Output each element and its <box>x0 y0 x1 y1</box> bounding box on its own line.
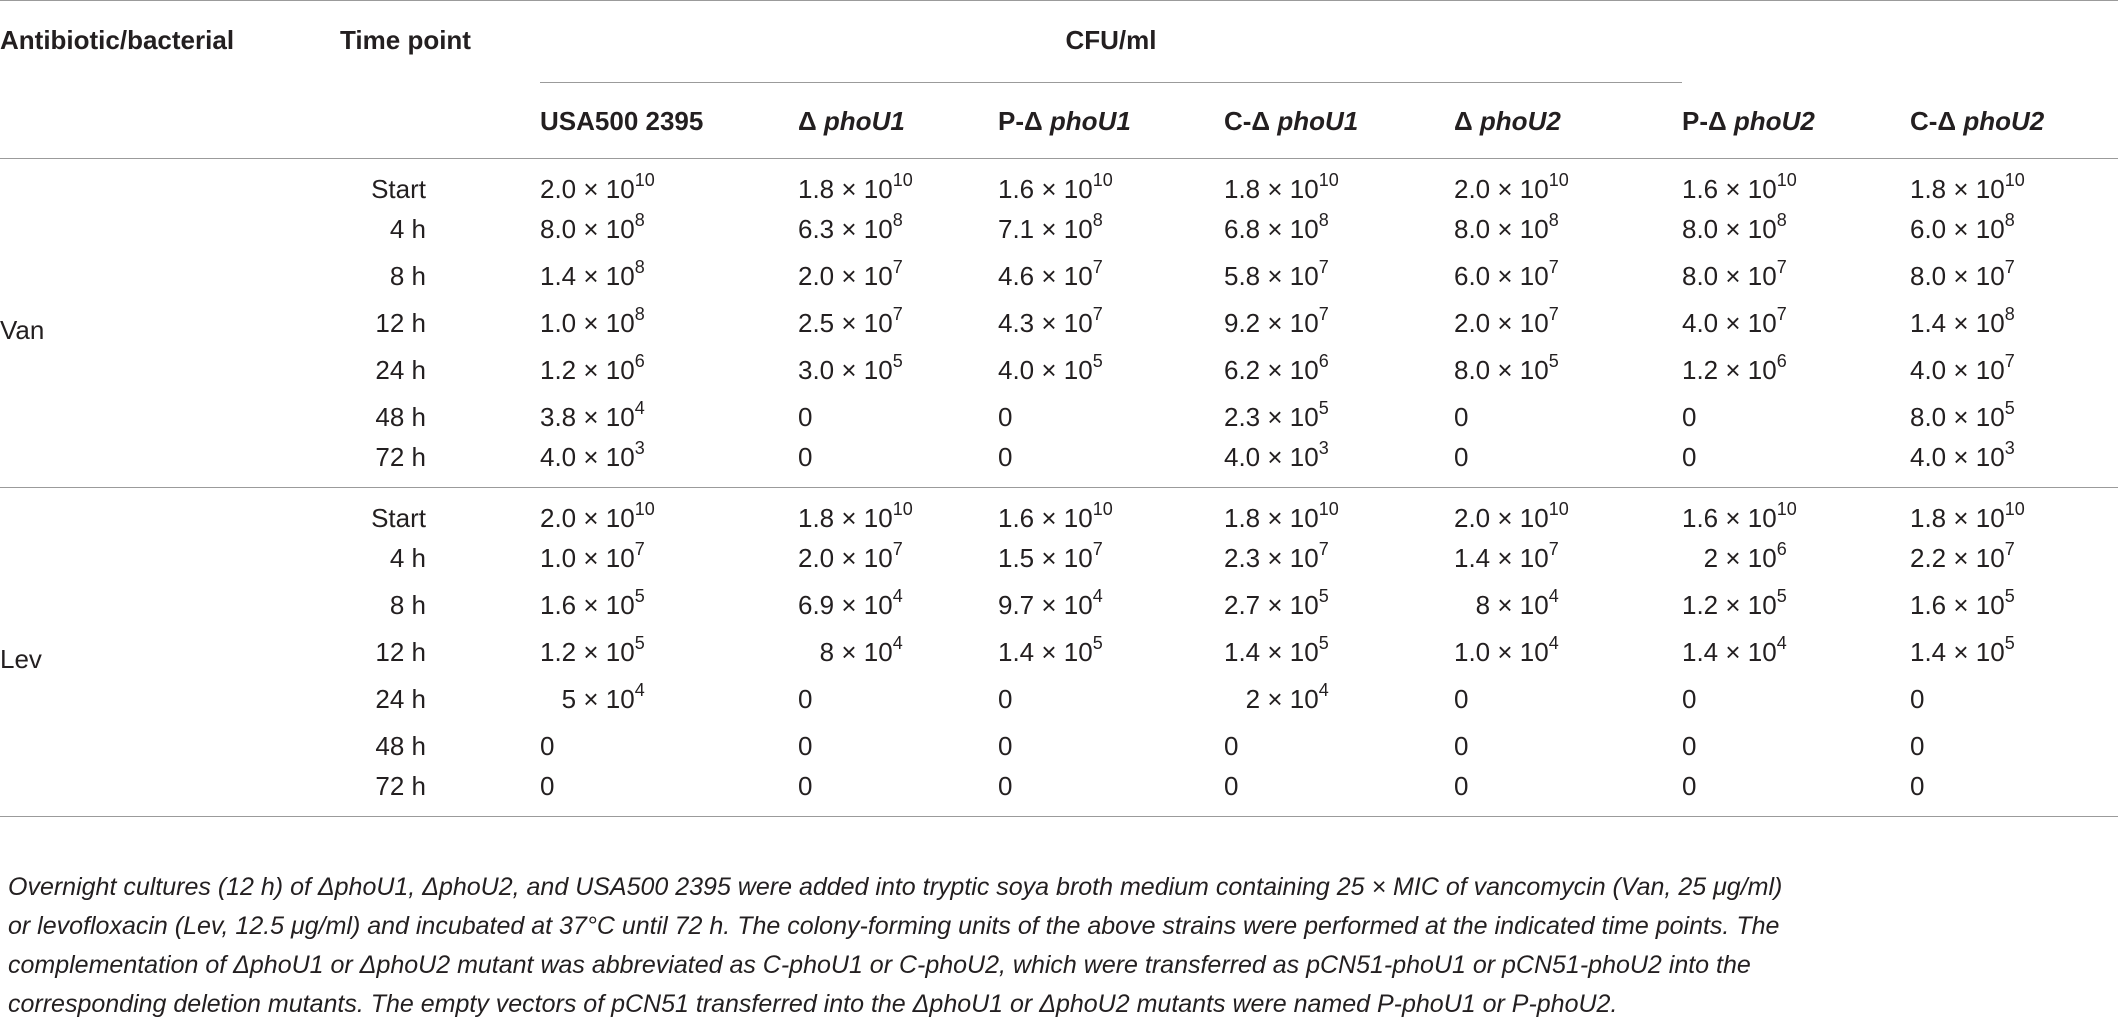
time-point-cell: 8 h <box>389 589 426 620</box>
cfu-value-cell: 0 <box>1682 401 1697 432</box>
cfu-value-cell: $2.2 \times 10^7$ <box>1910 538 2015 573</box>
time-point-cell: 8 h <box>389 260 426 291</box>
table-header <box>0 1 2118 159</box>
caption-line: or levofloxacin (Lev, 12.5 μg/ml) and incubated at 37°C until 72 h. The colony-forming units of the above strains were performed at the indicated time points. The <box>8 912 1780 940</box>
header-strain-gene: phoU2 <box>1963 105 2045 136</box>
cfu-value-cell: $3.0 \times 10^5$ <box>798 350 903 385</box>
cfu-value-cell: $9.2 \times 10^7$ <box>1224 303 1329 338</box>
cfu-value-cell: $2.0 \times 10^7$ <box>798 256 903 291</box>
cfu-value-cell: $1.2 \times 10^5$ <box>1682 585 1787 620</box>
header-strain-prefix: C-Δ <box>1224 106 1278 136</box>
cfu-value-cell: $6.8 \times 10^8$ <box>1224 209 1329 244</box>
cfu-value-cell: $1.8 \times 10^{10}$ <box>1224 169 1339 204</box>
cfu-value-cell: 0 <box>798 683 813 714</box>
header-strain-prefix: C-Δ <box>1910 105 1964 136</box>
cfu-value-cell: 0 <box>1682 770 1910 817</box>
cfu-value-cell: $2.0 \times 10^{10}$ <box>540 498 655 533</box>
time-point-cell: 24 h <box>375 354 426 385</box>
table-caption <box>8 868 2108 1024</box>
cfu-value-cell: $8.0 \times 10^8$ <box>1682 209 1787 244</box>
cfu-value-cell: $1.4 \times 10^4$ <box>1682 632 1787 667</box>
header-strain <box>998 83 1224 159</box>
cfu-value-cell: 0 <box>1910 770 2118 817</box>
cfu-value-cell: $1.4 \times 10^5$ <box>1224 632 1329 667</box>
cfu-value-cell: $1.0 \times 10^7$ <box>540 538 645 573</box>
cfu-value-cell: $4.0 \times 10^3$ <box>1910 441 2118 488</box>
cfu-value-cell: $1.6 \times 10^{10}$ <box>1682 498 1797 533</box>
cfu-value-cell: 0 <box>998 441 1224 488</box>
cfu-value-cell: $9.7 \times 10^4$ <box>998 585 1103 620</box>
cfu-value-cell: $1.6 \times 10^{10}$ <box>998 498 1113 533</box>
cfu-value-cell: $2 \times 10^6$ <box>1682 538 1787 573</box>
cfu-value-cell: 0 <box>998 730 1013 761</box>
time-point-cell: 4 h <box>389 213 426 244</box>
cfu-value-cell: $1.2 \times 10^5$ <box>540 632 645 667</box>
cfu-value-cell: $5 \times 10^4$ <box>540 679 645 714</box>
cfu-value-cell: 0 <box>1682 441 1910 488</box>
header-strain-gene: phoU1 <box>1277 106 1359 136</box>
cfu-value-cell: $1.8 \times 10^{10}$ <box>798 169 913 204</box>
time-point-cell: Start <box>371 173 426 204</box>
header-strain-prefix: P-Δ <box>998 106 1050 136</box>
header-strain-gene: phoU1 <box>823 106 905 136</box>
header-strain-prefix: Δ <box>1454 106 1480 136</box>
cfu-value-cell: 0 <box>998 770 1224 817</box>
cfu-value-cell: $6.0 \times 10^7$ <box>1454 256 1559 291</box>
cfu-value-cell: $8.0 \times 10^8$ <box>540 209 645 244</box>
cfu-value-cell: $4.0 \times 10^3$ <box>1224 441 1454 488</box>
cfu-value-cell: $6.9 \times 10^4$ <box>798 585 903 620</box>
cfu-value-cell: $8.0 \times 10^5$ <box>1910 397 2015 432</box>
cfu-value-cell: $1.5 \times 10^7$ <box>998 538 1103 573</box>
cfu-value-cell: 0 <box>540 730 555 761</box>
cfu-value-cell: $2.0 \times 10^{10}$ <box>1454 169 1569 204</box>
cfu-value-cell: $1.4 \times 10^8$ <box>1910 303 2015 338</box>
header-strain-gene: phoU2 <box>1733 105 1815 136</box>
time-point-cell: 12 h <box>375 636 426 667</box>
cfu-value-cell: $7.1 \times 10^8$ <box>998 209 1103 244</box>
time-point-cell: 48 h <box>375 401 426 432</box>
cfu-value-cell: $4.0 \times 10^3$ <box>540 441 798 488</box>
cfu-value-cell: $1.8 \times 10^{10}$ <box>1224 498 1339 533</box>
time-point-cell: 12 h <box>375 307 426 338</box>
cfu-value-cell: 0 <box>798 441 998 488</box>
cfu-value-cell: $1.2 \times 10^6$ <box>1682 350 1787 385</box>
cfu-value-cell: 0 <box>1454 683 1469 714</box>
header-strain-name: USA500 2395 <box>540 106 704 136</box>
cfu-value-cell: 0 <box>1682 730 1697 761</box>
header-strain <box>1224 83 1454 159</box>
table-body <box>0 159 2118 817</box>
cfu-value-cell: $2.3 \times 10^7$ <box>1224 538 1329 573</box>
cfu-value-cell: $1.4 \times 10^5$ <box>1910 632 2015 667</box>
cfu-value-cell: $1.0 \times 10^4$ <box>1454 632 1559 667</box>
table-row <box>0 159 2118 206</box>
cfu-value-cell: $1.8 \times 10^{10}$ <box>798 498 913 533</box>
cfu-value-cell: 0 <box>798 730 813 761</box>
cfu-value-cell: $1.6 \times 10^5$ <box>540 585 645 620</box>
cfu-value-cell: $1.2 \times 10^6$ <box>540 350 645 385</box>
header-strain-prefix: P-Δ <box>1682 105 1734 136</box>
header-strain-prefix: Δ <box>798 106 824 136</box>
cfu-value-cell: 0 <box>1454 730 1469 761</box>
cfu-value-cell: 0 <box>1224 730 1239 761</box>
cfu-value-cell: $6.0 \times 10^8$ <box>1910 209 2015 244</box>
cfu-value-cell: 0 <box>798 401 813 432</box>
cfu-value-cell: $1.6 \times 10^{10}$ <box>1682 169 1797 204</box>
cfu-value-cell: $4.3 \times 10^7$ <box>998 303 1103 338</box>
cfu-value-cell: $8 \times 10^4$ <box>798 632 903 667</box>
cfu-value-cell: $1.4 \times 10^7$ <box>1454 538 1559 573</box>
cfu-value-cell: 0 <box>998 401 1013 432</box>
cfu-value-cell: $8.0 \times 10^8$ <box>1454 209 1559 244</box>
time-point-cell: 72 h <box>340 441 540 488</box>
cfu-value-cell: 0 <box>1454 401 1469 432</box>
cfu-value-cell: 0 <box>1454 441 1682 488</box>
cfu-value-cell: $2.0 \times 10^{10}$ <box>1454 498 1569 533</box>
cfu-value-cell: $4.0 \times 10^7$ <box>1682 303 1787 338</box>
time-point-cell: 4 h <box>389 542 426 573</box>
cfu-value-cell: 0 <box>1682 683 1697 714</box>
cfu-value-cell: $2 \times 10^4$ <box>1224 679 1329 714</box>
cfu-value-cell: 0 <box>540 770 798 817</box>
cfu-value-cell: $8.0 \times 10^5$ <box>1454 350 1559 385</box>
cfu-value-cell: $2.0 \times 10^7$ <box>1454 303 1559 338</box>
cfu-value-cell: $6.3 \times 10^8$ <box>798 209 903 244</box>
header-strain <box>798 83 998 159</box>
cfu-value-cell: $1.6 \times 10^{10}$ <box>998 169 1113 204</box>
header-strain-gene: phoU2 <box>1479 106 1561 136</box>
cfu-value-cell: $8 \times 10^4$ <box>1454 585 1559 620</box>
cfu-value-cell: $2.7 \times 10^5$ <box>1224 585 1329 620</box>
cfu-value-cell: $3.8 \times 10^4$ <box>540 397 645 432</box>
cfu-value-cell: $2.0 \times 10^7$ <box>798 538 903 573</box>
cfu-value-cell: 0 <box>1910 683 1925 714</box>
header-strain <box>1454 83 1682 159</box>
antibiotic-label: Lev <box>0 488 340 817</box>
cfu-value-cell: $1.8 \times 10^{10}$ <box>1910 169 2025 204</box>
cfu-value-cell: $5.8 \times 10^7$ <box>1224 256 1329 291</box>
cfu-value-cell: $4.6 \times 10^7$ <box>998 256 1103 291</box>
cfu-value-cell: $1.4 \times 10^5$ <box>998 632 1103 667</box>
cfu-value-cell: $4.0 \times 10^7$ <box>1910 350 2015 385</box>
cfu-value-cell: $8.0 \times 10^7$ <box>1682 256 1787 291</box>
cfu-value-cell: $1.4 \times 10^8$ <box>540 256 645 291</box>
cfu-value-cell: $6.2 \times 10^6$ <box>1224 350 1329 385</box>
caption-line: Overnight cultures (12 h) of ΔphoU1, ΔphoU2, and USA500 2395 were added into tryptic soya broth medium containing 25 × MIC of vancomycin (Van, 25 μg/ml) <box>8 873 1783 901</box>
cfu-value-cell: 0 <box>998 683 1013 714</box>
cfu-value-cell: 0 <box>1910 730 1925 761</box>
time-point-cell: Start <box>371 502 426 533</box>
cfu-value-cell: 0 <box>1454 770 1682 817</box>
antibiotic-label: Van <box>0 159 340 488</box>
header-strain <box>540 83 798 159</box>
time-point-cell: 48 h <box>375 730 426 761</box>
cfu-value-cell: $2.3 \times 10^5$ <box>1224 397 1329 432</box>
table-row <box>0 488 2118 535</box>
time-point-cell: 72 h <box>340 770 540 817</box>
cfu-value-cell: $1.6 \times 10^5$ <box>1910 585 2015 620</box>
header-time-point: Time point <box>340 1 540 159</box>
header-strain <box>1682 83 1910 159</box>
caption-line: corresponding deletion mutants. The empty vectors of pCN51 transferred into the ΔphoU1 or ΔphoU2 mutants were named P-phoU1 or P-phoU2. <box>8 990 1618 1018</box>
caption-line: complementation of ΔphoU1 or ΔphoU2 mutant was abbreviated as C-phoU1 or C-phoU2, which were transferred as pCN51-phoU1 or pCN51-phoU2 into the <box>8 951 1751 979</box>
cfu-value-cell: 0 <box>1224 770 1454 817</box>
header-strain <box>1910 83 2118 159</box>
cfu-value-cell: $2.0 \times 10^{10}$ <box>540 169 655 204</box>
cfu-value-cell: $2.5 \times 10^7$ <box>798 303 903 338</box>
header-antibiotic: Antibiotic/bacterial <box>0 1 340 159</box>
cfu-value-cell: 0 <box>798 770 998 817</box>
header-strain-gene: phoU1 <box>1049 106 1131 136</box>
cfu-value-cell: $4.0 \times 10^5$ <box>998 350 1103 385</box>
cfu-value-cell: $1.0 \times 10^8$ <box>540 303 645 338</box>
cfu-value-cell: $8.0 \times 10^7$ <box>1910 256 2015 291</box>
cfu-value-cell: $1.8 \times 10^{10}$ <box>1910 498 2025 533</box>
header-cfu: CFU/ml <box>540 1 1682 83</box>
time-point-cell: 24 h <box>375 683 426 714</box>
